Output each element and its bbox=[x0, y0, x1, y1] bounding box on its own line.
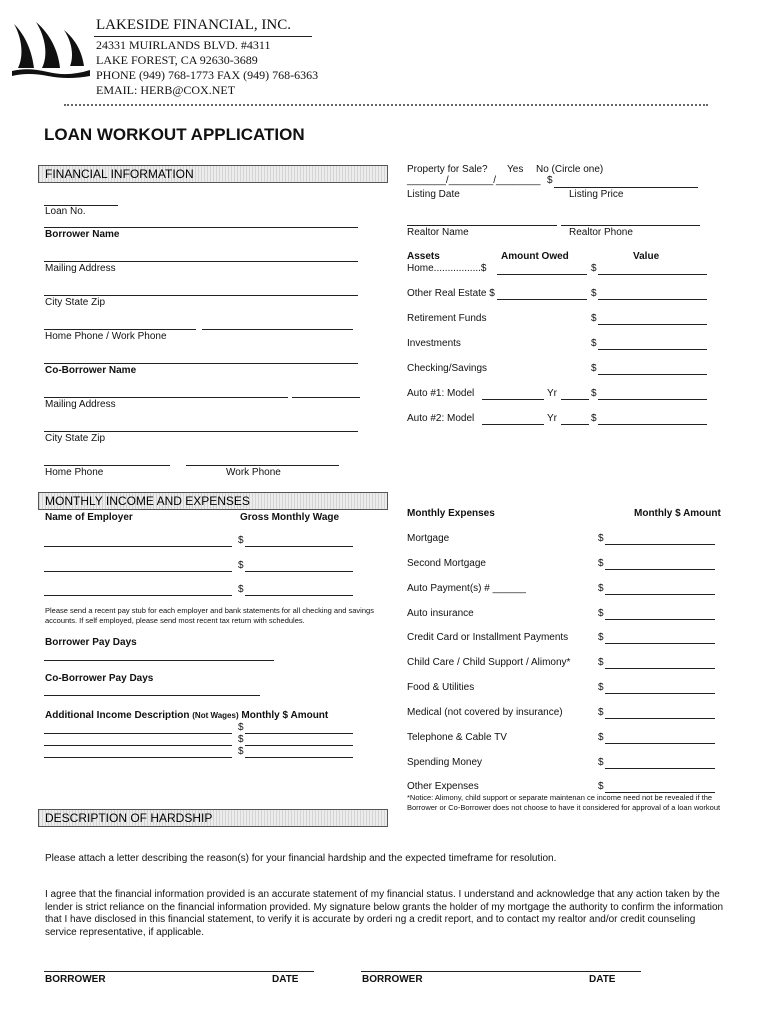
expense-child-care-label: Child Care / Child Support / Alimony* bbox=[407, 657, 571, 668]
realtor-phone-line[interactable] bbox=[561, 225, 700, 226]
gross-wage-header: Gross Monthly Wage bbox=[240, 512, 340, 523]
additional-income-text: Additional Income Description bbox=[45, 710, 190, 721]
property-sale-no[interactable]: No (Circle one) bbox=[536, 164, 604, 175]
coborrower-date-label: DATE bbox=[589, 974, 616, 985]
auto2-dollar: $ bbox=[591, 413, 597, 424]
home-work-phone-label: Home Phone / Work Phone bbox=[45, 331, 167, 342]
borrower-signature-line[interactable] bbox=[44, 971, 314, 972]
expense-auto-payments-dollar: $ bbox=[598, 583, 604, 594]
other-real-estate-value-line[interactable] bbox=[598, 299, 707, 300]
borrower-name-line[interactable] bbox=[44, 227, 358, 228]
financial-information-header: FINANCIAL INFORMATION bbox=[38, 165, 388, 183]
coborrower-mailing-line[interactable] bbox=[44, 397, 288, 398]
auto1-model-line[interactable] bbox=[482, 399, 544, 400]
wage-2-line[interactable] bbox=[245, 571, 353, 572]
home-label: Home.................$ bbox=[407, 263, 487, 274]
hardship-attach-text: Please attach a letter describing the reason(s) for your financial hardship and the expected timeframe for resolution. bbox=[45, 853, 557, 864]
alimony-notice: *Notice: Alimony, child support or separate maintenan ce income need not be revealed if the Borrower or Co-Borrower does not choose to have it considered for approval of a loan workout bbox=[407, 793, 721, 812]
expense-credit-card-line[interactable] bbox=[605, 643, 715, 644]
city-state-zip-label: City State Zip bbox=[45, 297, 106, 308]
home-owed-line[interactable] bbox=[497, 274, 587, 275]
monthly-expenses-header: Monthly Expenses bbox=[407, 508, 495, 519]
company-email: EMAIL: HERB@COX.NET bbox=[96, 83, 236, 97]
borrower-pay-days-label: Borrower Pay Days bbox=[45, 637, 137, 648]
employer-header: Name of Employer bbox=[45, 512, 133, 523]
expense-spending-dollar: $ bbox=[598, 757, 604, 768]
listing-date-field[interactable]: _______/________/________ bbox=[407, 175, 541, 186]
additional-3-line[interactable] bbox=[44, 757, 232, 758]
auto1-yr-label: Yr bbox=[547, 388, 557, 399]
coborrower-home-phone-line[interactable] bbox=[44, 465, 170, 466]
mailing-address-line[interactable] bbox=[44, 261, 358, 262]
work-phone-line[interactable] bbox=[202, 329, 353, 330]
expense-auto-payments-label: Auto Payment(s) # ______ bbox=[407, 583, 526, 594]
expense-credit-card-dollar: $ bbox=[598, 632, 604, 643]
company-address-2: LAKE FOREST, CA 92630-3689 bbox=[96, 53, 258, 67]
expense-auto-insurance-line[interactable] bbox=[605, 619, 715, 620]
auto1-value-line[interactable] bbox=[598, 399, 707, 400]
wage-2-dollar: $ bbox=[238, 560, 244, 571]
coborrower-work-phone-label: Work Phone bbox=[226, 467, 281, 478]
letterhead-divider bbox=[64, 104, 708, 106]
monthly-amount-text: Monthly $ Amount bbox=[241, 710, 329, 721]
monthly-income-header: MONTHLY INCOME AND EXPENSES bbox=[38, 492, 388, 510]
auto1-label: Auto #1: Model bbox=[407, 388, 475, 399]
auto2-model-line[interactable] bbox=[482, 424, 544, 425]
borrower-signature-label: BORROWER bbox=[45, 974, 106, 985]
monthly-amount-header: Monthly $ Amount bbox=[634, 508, 721, 519]
expense-child-care-line[interactable] bbox=[605, 668, 715, 669]
coborrower-pay-days-line[interactable] bbox=[44, 695, 260, 696]
expense-credit-card-label: Credit Card or Installment Payments bbox=[407, 632, 569, 643]
other-real-estate-owed-line[interactable] bbox=[497, 299, 587, 300]
expense-telephone-dollar: $ bbox=[598, 732, 604, 743]
auto2-value-line[interactable] bbox=[598, 424, 707, 425]
listing-price-line[interactable] bbox=[554, 187, 698, 188]
coborrower-signature-label: BORROWER bbox=[362, 974, 423, 985]
additional-1-line[interactable] bbox=[44, 733, 232, 734]
checking-savings-label: Checking/Savings bbox=[407, 363, 488, 374]
mailing-address-label: Mailing Address bbox=[45, 263, 116, 274]
other-real-estate-dollar: $ bbox=[591, 288, 597, 299]
expense-food-utilities-label: Food & Utilities bbox=[407, 682, 475, 693]
listing-price-dollar: $ bbox=[547, 175, 553, 186]
realtor-name-label: Realtor Name bbox=[407, 227, 469, 238]
expense-other-dollar: $ bbox=[598, 781, 604, 792]
wage-3-line[interactable] bbox=[245, 595, 353, 596]
expense-other-label: Other Expenses bbox=[407, 781, 479, 792]
expense-auto-payments-line[interactable] bbox=[605, 594, 715, 595]
other-real-estate-label: Other Real Estate $ bbox=[407, 288, 495, 299]
investments-value-line[interactable] bbox=[598, 349, 707, 350]
additional-2-amount-line[interactable] bbox=[245, 745, 353, 746]
expense-mortgage-label: Mortgage bbox=[407, 533, 450, 544]
listing-date-label: Listing Date bbox=[407, 189, 460, 200]
expense-child-care-dollar: $ bbox=[598, 657, 604, 668]
company-name: LAKESIDE FINANCIAL, INC. bbox=[96, 17, 291, 33]
loan-no-label: Loan No. bbox=[45, 206, 86, 217]
additional-3-dollar: $ bbox=[238, 746, 244, 757]
expense-food-utilities-line[interactable] bbox=[605, 693, 715, 694]
expense-spending-line[interactable] bbox=[605, 768, 715, 769]
additional-1-dollar: $ bbox=[238, 722, 244, 733]
coborrower-city-label: City State Zip bbox=[45, 433, 106, 444]
expense-mortgage-line[interactable] bbox=[605, 544, 715, 545]
coborrower-signature-line[interactable] bbox=[361, 971, 641, 972]
expense-second-mortgage-label: Second Mortgage bbox=[407, 558, 486, 569]
auto1-dollar: $ bbox=[591, 388, 597, 399]
retirement-value-line[interactable] bbox=[598, 324, 707, 325]
auto2-label: Auto #2: Model bbox=[407, 413, 475, 424]
realtor-name-line[interactable] bbox=[407, 225, 557, 226]
hardship-agreement-text: I agree that the financial information provided is an accurate statement of my financial status. I understand and acknowledge that any action taken by the lender is strict reliance on the financial information provided. My signature below grants the holder of my mortgage the authority to confirm the information that I have disclosed in this financial statement, to verify it is accurate by orderi ng a credit report, and to contact my realtor and/or credit counseling service representative, if applicable. bbox=[45, 889, 724, 938]
wage-3-dollar: $ bbox=[238, 584, 244, 595]
retirement-dollar: $ bbox=[591, 313, 597, 324]
investments-label: Investments bbox=[407, 338, 461, 349]
retirement-label: Retirement Funds bbox=[407, 313, 487, 324]
employer-3-line[interactable] bbox=[44, 595, 232, 596]
company-address-1: 24331 MUIRLANDS BLVD. #4311 bbox=[96, 38, 271, 52]
coborrower-name-line[interactable] bbox=[44, 363, 358, 364]
additional-1-amount-line[interactable] bbox=[245, 733, 353, 734]
additional-income-label bbox=[45, 710, 328, 721]
wage-1-dollar: $ bbox=[238, 535, 244, 546]
home-value-dollar: $ bbox=[591, 263, 597, 274]
realtor-phone-label: Realtor Phone bbox=[569, 227, 633, 238]
coborrower-mailing-label: Mailing Address bbox=[45, 399, 116, 410]
home-phone-line[interactable] bbox=[44, 329, 196, 330]
coborrower-city-line[interactable] bbox=[44, 431, 358, 432]
additional-2-line[interactable] bbox=[44, 745, 232, 746]
company-rule bbox=[94, 36, 312, 37]
expense-second-mortgage-dollar: $ bbox=[598, 558, 604, 569]
coborrower-mailing-line-2[interactable] bbox=[292, 397, 360, 398]
investments-dollar: $ bbox=[591, 338, 597, 349]
coborrower-home-phone-label: Home Phone bbox=[45, 467, 104, 478]
coborrower-work-phone-line[interactable] bbox=[186, 465, 339, 466]
expense-food-utilities-dollar: $ bbox=[598, 682, 604, 693]
auto1-yr-line[interactable] bbox=[561, 399, 589, 400]
coborrower-name-label: Co-Borrower Name bbox=[45, 365, 137, 376]
wage-1-line[interactable] bbox=[245, 546, 353, 547]
coborrower-pay-days-label: Co-Borrower Pay Days bbox=[45, 673, 154, 684]
expense-telephone-label: Telephone & Cable TV bbox=[407, 732, 507, 743]
page-title: LOAN WORKOUT APPLICATION bbox=[44, 125, 305, 144]
listing-price-label: Listing Price bbox=[569, 189, 624, 200]
expense-second-mortgage-line[interactable] bbox=[605, 569, 715, 570]
property-sale-question: Property for Sale? bbox=[407, 164, 488, 175]
home-value-line[interactable] bbox=[598, 274, 707, 275]
expense-medical-label: Medical (not covered by insurance) bbox=[407, 707, 563, 718]
checking-savings-dollar: $ bbox=[591, 363, 597, 374]
borrower-pay-days-line[interactable] bbox=[44, 660, 274, 661]
auto2-yr-label: Yr bbox=[547, 413, 557, 424]
pay-stub-note: Please send a recent pay stub for each employer and bank statements for all checking and savings accounts. If self employed, please send most recent tax return with schedules. bbox=[45, 606, 374, 625]
assets-header: Assets bbox=[407, 251, 440, 262]
checking-savings-value-line[interactable] bbox=[598, 374, 707, 375]
expense-mortgage-dollar: $ bbox=[598, 533, 604, 544]
expense-auto-insurance-label: Auto insurance bbox=[407, 608, 474, 619]
auto2-yr-line[interactable] bbox=[561, 424, 589, 425]
city-state-zip-line[interactable] bbox=[44, 295, 358, 296]
value-header: Value bbox=[633, 251, 660, 262]
expense-telephone-line[interactable] bbox=[605, 743, 715, 744]
borrower-date-label: DATE bbox=[272, 974, 299, 985]
expense-spending-label: Spending Money bbox=[407, 757, 483, 768]
expense-medical-line[interactable] bbox=[605, 718, 715, 719]
sailboat-logo bbox=[8, 16, 94, 80]
borrower-name-label: Borrower Name bbox=[45, 229, 120, 240]
additional-3-amount-line[interactable] bbox=[245, 757, 353, 758]
expense-auto-insurance-dollar: $ bbox=[598, 608, 604, 619]
employer-1-line[interactable] bbox=[44, 546, 232, 547]
employer-2-line[interactable] bbox=[44, 571, 232, 572]
company-phone: PHONE (949) 768-1773 FAX (949) 768-6363 bbox=[96, 68, 319, 82]
expense-medical-dollar: $ bbox=[598, 707, 604, 718]
property-sale-yes[interactable]: Yes bbox=[507, 164, 524, 175]
hardship-header: DESCRIPTION OF HARDSHIP bbox=[38, 809, 388, 827]
amount-owed-header: Amount Owed bbox=[501, 251, 569, 262]
not-wages-text: (Not Wages) bbox=[192, 711, 239, 720]
additional-2-dollar: $ bbox=[238, 734, 244, 745]
